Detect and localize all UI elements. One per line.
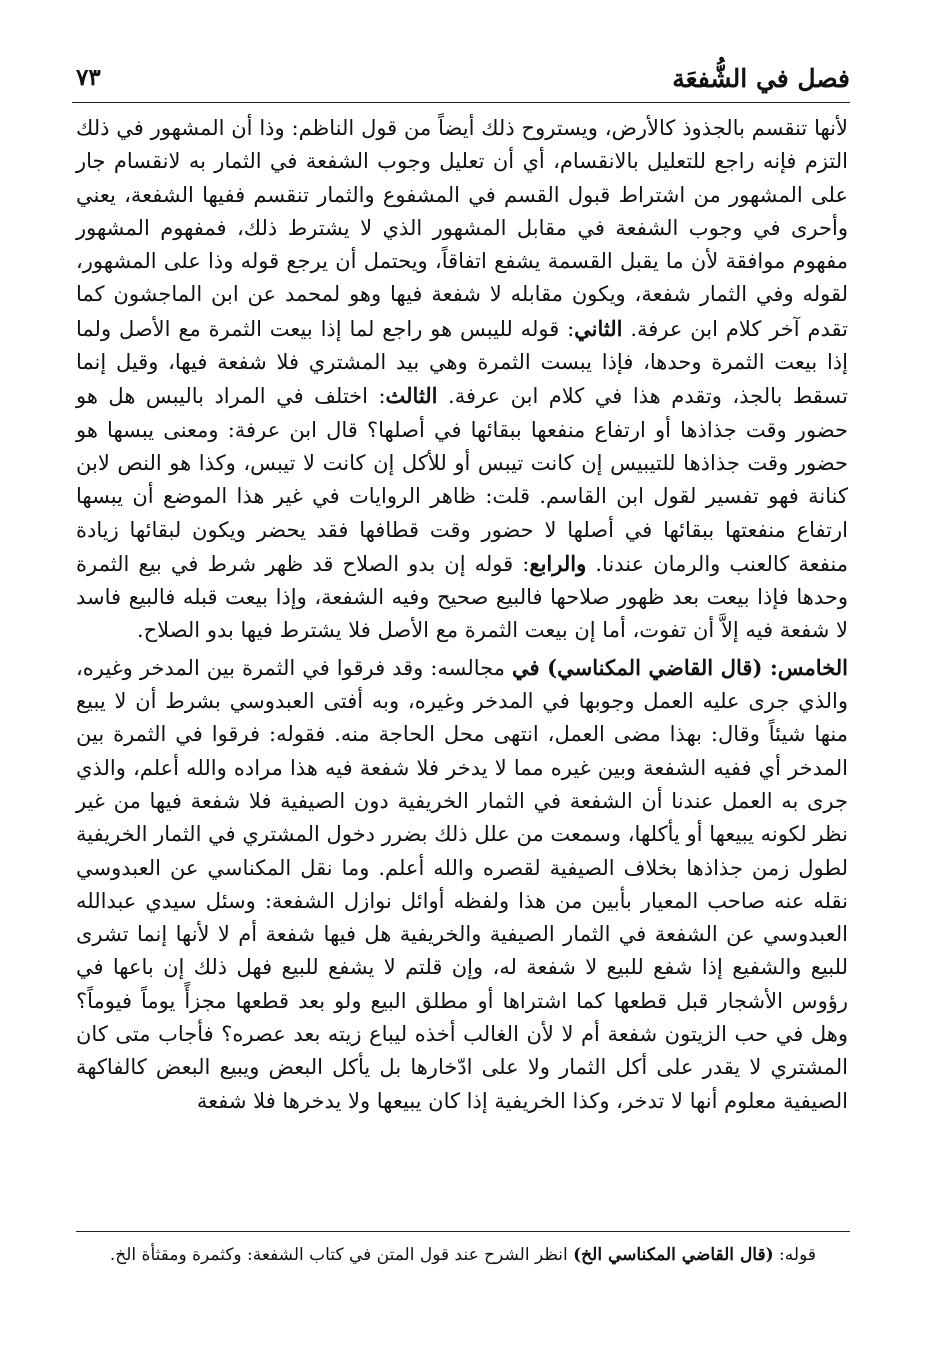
paragraph-1-opening: لأنها تنقسم بالجذوذ كالأرض، ويستروح ذلك أيضاً من قول الناظم: وذا أن المشهور في ذلك التزم فإنه راجع للتعليل بالانقسام، أي أن تعليل وجوب الشفعة في الثمار به لانقسام جار على المشهور من اشتراط قبول القسم في المشفوع والثمار تنقسم ففيها الشفعة، يعني وأحرى في وجوب الشفعة في مقابل المشهور الذي لا يشترط ذلك، فمفهوم المشهور مفهوم موافقة لأن ما يقبل القسمة يشفع اتفاقاً، ويحتمل أن يرجع قوله وذا على المشهور، لقوله وفي الثمار شفعة، ويكون مقابله لا شفعة فيها وهو لمحمد عن ابن الماجشون كما تقدم آخر كلام ابن عرفة. — [76, 116, 848, 341]
point-fourth-text: : قوله إن بدو الصلاح قد ظهر شرط في بيع الثمرة وحدها فإذا بيعت بعد ظهور صلاحها فالبيع صحيح وفيه الشفعة، وإذا بيعت قبله فالبيع فاسد لا شفعة فيه إلاَّ أن تفوت، أما إن بيعت الثمرة مع الأصل فلا يشترط فيها بدو الصلاح. — [76, 551, 848, 643]
footnote-prefix: قوله: — [773, 1245, 816, 1265]
footnote-text: انظر الشرح عند قول المتن في كتاب الشفعة: وكثمرة ومقثأة الخ. — [109, 1245, 574, 1265]
paragraph-2 — [76, 651, 848, 1118]
point-fifth-text: مجالسه: وقد فرقوا في الثمرة بين المدخر وغيره، والذي جرى عليه العمل وجوبها في المدخر وغيره، وبه أفتى العبدوسي بشرط أن لا يبيع منها شيئاً وقال: بهذا مضى العمل، انتهى محل الحاجة منه. فقوله: فرقوا في الثمرة بين المدخر أي ففيه الشفعة وبين غيره مما لا يدخر فلا شفعة فيه هذا مراده والله أعلم، والذي جرى به العمل عندنا أن الشفعة في الثمار الخريفية دون الصيفية فلا شفعة فيها من غير نظر لكونه يبيعها أو يأكلها، وسمعت من علل ذلك بضرر دخول المشتري في الثمار الخريفية لطول زمن جذاذها بخلاف الصيفية لقصره والله أعلم. وما نقل المكناسي عن العبدوسي نقله عنه صاحب المعيار بأبين من هذا ولفظه أوائل نوازل الشفعة: وسئل سيدي عبدالله العبدوسي عن الشفعة في الثمار الصيفية والخريفية هل فيها شفعة أم لا لأنها إنما تشرى للبيع والشفيع إذا شفع للبيع لا شفعة له، وإن قلتم لا يشفع للبيع فهل ذلك إن باعها في رؤوس الأشجار قبل قطعها كما اشتراها أو مطلق البيع ولو بعد قطعها مجزأً يوماً فيوماً؟ وهل في حب الزيتون شفعة أم لا لأن الغالب أخذه ليباع زيته بعد عصره؟ فأجاب متى كان المشتري لا يقدر على أكل الثمار ولا على ادّخارها بل يأكل البعض ويبيع البعض كالفاكهة الصيفية معلوم أنها لا تدخر، وكذا الخريفية إذا كان يبيعها ولا يدخرها فلا شفعة — [76, 655, 848, 1113]
page-number: ٧٣ — [76, 64, 101, 91]
point-label-second: الثاني — [574, 315, 623, 341]
page-header — [72, 52, 850, 103]
point-third-text: : اختلف في المراد باليبس هل هو حضور وقت جذاذها أو ارتفاع منفعها ببقائها في أصلها؟ قال ابن عرفة: ومعنى يبسها هو حضور وقت جذاذها للتيبيس إن كانت تيبس أو للأكل إن كانت لا تيبس، وكذا هو النص لابن كنانة فهو تفسير لقول ابن القاسم. قلت: ظاهر الروايات في غير هذا الموضع أن يبسها ارتفاع منفعتها ببقائها في أصلها لا حضور وقت قطافها فقد يحضر ويكون لبقائها زيادة منفعة كالعنب والرمان عندنا. — [76, 384, 848, 576]
footnote — [76, 1238, 844, 1272]
footnote-reference: (قال القاضي المكناسي الخ) — [573, 1245, 774, 1265]
point-label-fifth: الخامس: (قال القاضي المكناسي) في — [512, 654, 848, 680]
chapter-title: فصل في الشُّفعَة — [672, 64, 850, 93]
point-label-third: الثالث — [385, 383, 438, 409]
point-label-fourth: والرابع — [529, 550, 587, 576]
footnote-divider — [76, 1231, 850, 1232]
point-second-text: : قوله لليبس هو راجع لما إذا بيعت الثمرة مع الأصل ولما إذا بيعت الثمرة وحدها، فإذا يبست الثمرة وهي بيد المشتري فلا شفعة فيها، وقيل إنما تسقط بالجذ، وتقدم هذا في كلام ابن عرفة. — [76, 316, 848, 409]
main-text — [76, 112, 848, 1118]
paragraph-1 — [76, 112, 848, 648]
